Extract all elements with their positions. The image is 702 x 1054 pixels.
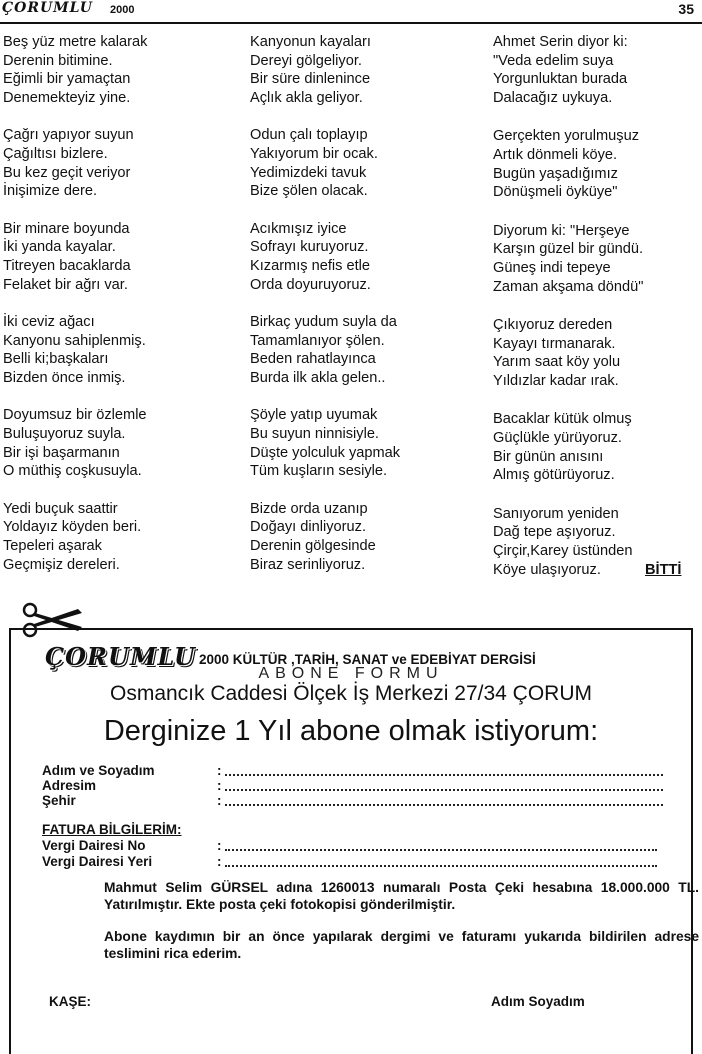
poem-line: Ahmet Serin diyor ki:: [493, 34, 628, 50]
poem-line: Doğayı dinliyoruz.: [250, 519, 366, 536]
tax-office-input[interactable]: [225, 839, 657, 851]
poem-line: Birkaç yudum suyla da: [250, 313, 397, 330]
poem-stanza: [250, 500, 485, 575]
poem-line: Derenin bitimine.: [3, 52, 113, 69]
poem-line: Kanyonun kayaları: [250, 34, 371, 50]
poem-stanza: [3, 406, 243, 481]
poem-line: Acıkmışız iyice: [250, 220, 347, 237]
poem-final-line: [493, 561, 698, 580]
poem-line: Kanyonu sahiplenmiş.: [3, 332, 146, 349]
poem-line: Almış götürüyoruz.: [493, 467, 615, 484]
poem-line: Çağrı yapıyor suyun: [3, 127, 134, 144]
poem-line: Odun çalı toplayıp: [250, 127, 368, 144]
poem-line: Bu kez geçit veriyor: [3, 164, 131, 181]
poem-stanza: [250, 126, 485, 201]
poem-stanza: [493, 127, 698, 202]
poem-line: Denemekteyiz yine.: [3, 90, 131, 107]
poem-line: Köye ulaşıyoruz.: [493, 561, 601, 578]
city-input[interactable]: [225, 794, 663, 806]
poem-line: Sofrayı kuruyoruz.: [250, 239, 369, 256]
poem-line: Açlık akla geliyor.: [250, 90, 363, 107]
signature-label: Adım Soyadım: [491, 994, 585, 1009]
form-address: Osmancık Caddesi Ölçek İş Merkezi 27/34 ÇORUM: [110, 682, 592, 705]
poem-stanza: [250, 33, 485, 108]
form-headline: Derginize 1 Yıl abone olmak istiyorum:: [103, 715, 599, 747]
field-label-tax-office-place: Vergi Dairesi Yeri: [42, 854, 153, 869]
poem-line: Yedimizdeki tavuk: [250, 164, 367, 181]
poem-line: Bu suyun ninnisiyle.: [250, 425, 379, 442]
poem-line: Felaket bir ağrı var.: [3, 276, 128, 293]
poem-line: İki ceviz ağacı: [3, 313, 95, 330]
poem-stanza: [3, 33, 243, 108]
page-header: [0, 0, 702, 24]
poem-line: Beş yüz metre kalarak: [3, 34, 148, 50]
tax-office-place-input[interactable]: [225, 855, 657, 867]
poem-stanza: [250, 220, 485, 295]
poem-stanza: [493, 222, 698, 297]
poem-line: Gerçekten yorulmuşuz: [493, 128, 639, 145]
stamp-label: KAŞE:: [49, 994, 92, 1009]
poem-line: Titreyen bacaklarda: [3, 258, 131, 275]
poem-line: Yedi buçuk saattir: [3, 500, 118, 517]
poem-line: Yoldayız köyden beri.: [3, 519, 142, 536]
poem-line: Tüm kuşların sesiyle.: [250, 463, 388, 480]
end-mark: BİTTİ: [645, 561, 682, 578]
poem-line: Belli ki;başkaları: [3, 351, 109, 368]
poem-line: Yorgunluktan burada: [493, 71, 628, 88]
poem-line: Diyorum ki: "Herşeye: [493, 222, 630, 239]
poem-line: Bir işi başarmanın: [3, 444, 120, 461]
payment-paragraph: Mahmut Selim GÜRSEL adına 1260013 numaralı Posta Çeki hesabına 18.000.000 TL. Yatırılmıştır. Ekte posta çeki fotokopisi gönderilmiştir.: [104, 880, 699, 912]
poem-stanza: [3, 500, 243, 575]
poem-line: Doyumsuz bir özlemle: [3, 407, 147, 424]
poem-line: Güneş indi tepeye: [493, 260, 611, 277]
poem-line: Bir günün anısını: [493, 448, 604, 465]
poem-stanza: [250, 406, 485, 481]
poem-line: İnişimize dere.: [3, 183, 98, 200]
poem-column-1: [3, 33, 243, 593]
form-logo: ÇORUMLU: [45, 642, 196, 671]
poem-line: Derenin gölgesinde: [250, 537, 376, 554]
poem-line: Bizde orda uzanıp: [250, 500, 368, 517]
poem-line: Bir süre dinlenince: [250, 71, 371, 88]
poem-line: Geçmişiz dereleri.: [3, 556, 120, 573]
poem-line: Orda doyuruyoruz.: [250, 276, 371, 293]
poem-line: Tamamlanıyor şölen.: [250, 332, 385, 349]
poem-line: Bir minare boyunda: [3, 220, 130, 237]
magazine-year: 2000: [110, 4, 135, 16]
poem-line: Zaman akşama döndü": [493, 278, 644, 295]
poem-line: Bize şölen olacak.: [250, 183, 368, 200]
poem-line: Beden rahatlayınca: [250, 351, 376, 368]
poem-line: Dağ tepe aşıyoruz.: [493, 524, 616, 541]
poem-stanza: [3, 126, 243, 201]
poem-column-2: [250, 33, 485, 593]
billing-heading: FATURA BİLGİLERİM:: [42, 822, 182, 837]
field-label-tax-office: Vergi Dairesi No: [42, 838, 146, 853]
poem-stanza: [3, 220, 243, 295]
poem-line: Burda ilk akla gelen..: [250, 370, 386, 387]
poem-line: Karşın güzel bir gündü.: [493, 241, 644, 258]
poem-stanza: [3, 313, 243, 388]
poem-stanza: [493, 316, 698, 391]
field-label-name: Adım ve Soyadım: [42, 763, 155, 778]
field-label-city: Şehir: [42, 793, 76, 808]
poem-line: Kızarmış nefis etle: [250, 258, 371, 275]
poem-line: "Veda edelim suya: [493, 52, 614, 69]
poem-line: Bizden önce inmiş.: [3, 370, 126, 387]
request-paragraph: Abone kaydımın bir an önce yapılarak dergimi ve faturamı yukarıda bildirilen adrese teslimini rica ederim.: [104, 929, 699, 961]
poem-line: Yarım saat köy yolu: [493, 354, 621, 371]
form-subtitle: 2000 KÜLTÜR ,TARİH, SANAT ve EDEBİYAT DERGİSİ: [199, 652, 536, 667]
poem-line: İki yanda kayalar.: [3, 239, 116, 256]
address-input[interactable]: [225, 779, 663, 791]
poem-line: Bacaklar kütük olmuş: [493, 411, 632, 428]
poem-line: Çıkıyoruz dereden: [493, 316, 613, 333]
poem-line: Buluşuyoruz suyla.: [3, 425, 126, 442]
poem-line: Şöyle yatıp uyumak: [250, 407, 378, 424]
form-title: ABONE FORMU: [258, 665, 444, 682]
poem-line: Yıldızlar kadar ırak.: [493, 373, 619, 390]
name-input[interactable]: [225, 764, 663, 776]
poem-line: Düşte yolculuk yapmak: [250, 444, 401, 461]
page-number: 35: [678, 1, 694, 17]
subscription-form: ÇORUMLU 2000 KÜLTÜR ,TARİH, SANAT ve EDEBİYAT DERGİSİ ABONE FORMU Osmancık Caddesi Ölçek İş Merkezi 27/34 ÇORUM Derginize 1 Yıl abone olmak istiyorum: Adım ve Soyadım : Adresim : Şehir : FATURA BİLGİLERİM: Vergi Dairesi No : Vergi Dairesi Yeri : Mahmut Selim GÜRSEL adına 1260013 numaralı Posta Çeki hesabına 18.000.000 TL. Yatırılmıştır. Ekte posta çeki fotokopisi gönderilmiştir. Abone kaydımın bir an önce yapılarak dergimi ve faturamı yukarıda bildirilen adrese teslimini rica ederim. KAŞE: Adım Soyadım: [9, 628, 693, 1054]
magazine-brand: ÇORUMLU: [2, 0, 93, 16]
poem-line: Dönüşmeli öyküye": [493, 184, 618, 201]
poem-column-3: [493, 33, 698, 599]
poem-line: Artık dönmeli köye.: [493, 147, 618, 164]
poem-stanza: [250, 313, 485, 388]
poem-line: Dalacağız uykuya.: [493, 90, 613, 107]
poem-line: Sanıyorum yeniden: [493, 505, 619, 522]
poem-line: Bugün yaşadığımız: [493, 165, 618, 182]
poem-line: O müthiş coşkusuyla.: [3, 463, 142, 480]
poem-line: Çağıltısı bizlere.: [3, 146, 108, 163]
poem-line: Tepeleri aşarak: [3, 537, 102, 554]
poem-line: Yakıyorum bir ocak.: [250, 146, 378, 163]
poem-stanza: [493, 410, 698, 485]
poem-stanza: [493, 505, 698, 580]
field-label-address: Adresim: [42, 778, 97, 793]
poem-line: Eğimli bir yamaçtan: [3, 71, 131, 88]
poem-line: Güçlükle yürüyoruz.: [493, 429, 622, 446]
poem-line: Biraz serinliyoruz.: [250, 556, 366, 573]
poem-line: Kayayı tırmanarak.: [493, 335, 616, 352]
poem-stanza: [493, 33, 698, 108]
poem-line: Dereyi gölgeliyor.: [250, 52, 362, 69]
poem-line: Çirçir,Karey üstünden: [493, 542, 633, 559]
